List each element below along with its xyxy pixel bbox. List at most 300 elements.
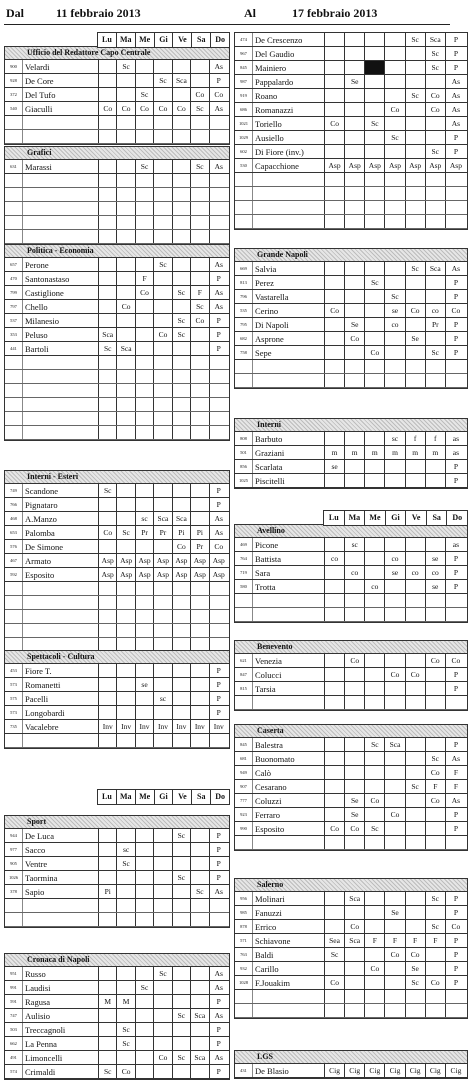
day-cell-sa: m [426, 446, 446, 459]
staff-name: Longobardi [23, 706, 99, 719]
day-cell-do: P [453, 978, 458, 987]
staff-name: Sapio [23, 885, 99, 898]
day-cell-do: P [453, 554, 458, 563]
day-cell-do: P [453, 824, 458, 833]
blank-cell [325, 594, 345, 607]
blank-cell [210, 230, 228, 243]
day-cell-sa [426, 906, 446, 919]
blank-cell [210, 899, 228, 912]
section-title: Interni [235, 419, 467, 432]
staff-number: 453 [5, 664, 23, 677]
blank-name [23, 734, 99, 747]
staff-name: Cerino [253, 304, 325, 317]
staff-name: Giaculli [23, 102, 99, 115]
day-header-ma: Ma [344, 511, 365, 525]
section-title: Ufficio del Redattore Capo Centrale [5, 47, 229, 60]
blank-cell [345, 594, 365, 607]
staff-number: 535 [235, 304, 253, 317]
staff-number: 777 [235, 794, 253, 807]
day-cell-gi [385, 766, 405, 779]
staff-row [5, 526, 229, 540]
day-cell-ve: Pi [173, 526, 191, 539]
day-cell-gi [154, 272, 172, 285]
blank-cell [345, 608, 365, 621]
blank-row [5, 596, 229, 610]
day-cell-ve [173, 1023, 191, 1036]
staff-name: Del Tufo [23, 88, 99, 101]
blank-name [253, 374, 325, 387]
blank-cell [99, 624, 117, 637]
blank-cell [426, 696, 446, 709]
day-cell-ma [345, 262, 365, 275]
dal-date: 11 febbraio 2013 [56, 6, 141, 20]
staff-number: 987 [235, 75, 253, 88]
day-cell-do: As [451, 796, 461, 805]
blank-cell [406, 1004, 426, 1017]
blank-number [5, 426, 23, 439]
day-cell-lu: Asp [325, 159, 345, 172]
blank-cell [117, 398, 135, 411]
staff-number: 681 [235, 752, 253, 765]
day-cell-me [365, 766, 385, 779]
day-cell-ma [117, 1051, 135, 1064]
staff-number: 491 [5, 1051, 23, 1064]
day-cell-sa [191, 871, 209, 884]
blank-number [5, 610, 23, 623]
day-cell-do: P [216, 873, 221, 882]
day-cell-ma [345, 117, 365, 130]
blank-cell [117, 230, 135, 243]
staff-row [5, 981, 229, 995]
day-cell-sa: F [191, 286, 209, 299]
blank-cell [191, 202, 209, 215]
blank-name [23, 216, 99, 229]
day-cell-do: Cig [450, 1066, 462, 1075]
blank-cell [406, 173, 426, 186]
day-cell-me [365, 892, 385, 905]
day-cell-ma [117, 664, 135, 677]
staff-number: 537 [5, 314, 23, 327]
day-cell-sa [191, 258, 209, 271]
blank-cell [136, 624, 154, 637]
day-cell-lu [99, 1051, 117, 1064]
day-cell-me [365, 948, 385, 961]
day-cell-lu: Co [99, 526, 117, 539]
day-cell-ve: Inv [173, 720, 191, 733]
day-cell-ve: Cig [406, 1064, 426, 1077]
staff-number: 813 [235, 276, 253, 289]
section-title: Sport [5, 816, 229, 829]
day-cell-lu [325, 61, 345, 74]
blank-cell [345, 696, 365, 709]
staff-row [235, 117, 467, 131]
day-cell-lu [99, 160, 117, 173]
day-cell-sa [191, 981, 209, 994]
section-title: Caserta [235, 725, 467, 738]
day-cell-do: P [216, 680, 221, 689]
day-cell-sa [426, 332, 446, 345]
day-cell-sa [191, 1023, 209, 1036]
blank-cell [406, 594, 426, 607]
day-cell-gi [154, 995, 172, 1008]
day-cell-do: As [451, 264, 461, 273]
day-cell-me [136, 314, 154, 327]
blank-row [5, 130, 229, 144]
staff-row [235, 346, 467, 360]
blank-cell [154, 116, 172, 129]
blank-cell [426, 1004, 446, 1017]
staff-number: 571 [235, 934, 253, 947]
day-cell-gi: sc [385, 432, 405, 445]
day-cell-me: Sc [365, 117, 385, 130]
day-cell-gi: Sca [154, 512, 172, 525]
day-cell-lu [325, 332, 345, 345]
day-cell-ve [173, 88, 191, 101]
blank-row [235, 608, 467, 622]
staff-number: 1029 [235, 131, 253, 144]
day-cell-do: P [453, 292, 458, 301]
day-cell-ve [173, 981, 191, 994]
day-cell-gi [385, 654, 405, 667]
staff-number: 469 [235, 538, 253, 551]
blank-cell [191, 582, 209, 595]
blank-cell [406, 608, 426, 621]
staff-number: 378 [5, 885, 23, 898]
staff-row [5, 1009, 229, 1023]
day-cell-me: Asp [365, 159, 385, 172]
staff-row [235, 432, 467, 446]
staff-name: Ausiello [253, 131, 325, 144]
day-cell-ma [117, 74, 135, 87]
blank-cell [173, 174, 191, 187]
day-header-gi: Gi [385, 511, 406, 525]
staff-number: 900 [5, 60, 23, 73]
day-cell-lu [325, 276, 345, 289]
day-cell-ve: Sc [406, 33, 426, 46]
day-cell-gi [154, 160, 172, 173]
day-cell-ve [173, 498, 191, 511]
blank-cell [173, 610, 191, 623]
section-right-7 [234, 1050, 468, 1079]
staff-row [235, 892, 467, 906]
day-cell-gi [385, 145, 405, 158]
day-cell-lu [99, 1009, 117, 1022]
day-cell-sa: Co [426, 794, 446, 807]
blank-number [5, 734, 23, 747]
staff-row [235, 89, 467, 103]
day-header-ve: Ve [405, 511, 426, 525]
day-cell-me [136, 60, 154, 73]
day-cell-sa [191, 829, 209, 842]
blank-cell [365, 594, 385, 607]
staff-name: Ferraro [253, 808, 325, 821]
day-cell-gi: Sc [385, 131, 405, 144]
blank-cell [325, 696, 345, 709]
staff-name: Taormina [23, 871, 99, 884]
blank-number [5, 188, 23, 201]
day-cell-ve [406, 738, 426, 751]
blank-cell [173, 734, 191, 747]
staff-number: 540 [5, 102, 23, 115]
day-cell-sa [191, 60, 209, 73]
day-cell-ve [406, 276, 426, 289]
staff-name: Sara [253, 566, 325, 579]
staff-name: Errico [253, 920, 325, 933]
staff-number: 951 [5, 967, 23, 980]
blank-name [23, 610, 99, 623]
day-cell-sa: Sc [191, 102, 209, 115]
day-cell-ma [345, 460, 365, 473]
blank-cell [365, 1004, 385, 1017]
day-cell-me: sc [136, 512, 154, 525]
blank-cell [406, 360, 426, 373]
blank-cell [365, 696, 385, 709]
day-cell-ma [345, 976, 365, 989]
day-cell-sa [426, 822, 446, 835]
blank-cell [136, 913, 154, 926]
day-header-ma: Ma [116, 33, 135, 47]
day-cell-ve [406, 145, 426, 158]
section-right-0 [234, 32, 468, 230]
day-cell-sa: Sc [426, 892, 446, 905]
blank-cell [173, 188, 191, 201]
day-cell-lu [325, 682, 345, 695]
day-cell-sa: F [426, 934, 446, 947]
blank-cell [173, 596, 191, 609]
day-cell-ma: co [345, 566, 365, 579]
section-right-1 [234, 248, 468, 389]
blank-cell [173, 370, 191, 383]
day-cell-me: Cig [365, 1064, 385, 1077]
blank-cell [117, 899, 135, 912]
staff-row [5, 258, 229, 272]
day-cell-do: As [214, 1011, 223, 1020]
staff-number: 1021 [235, 117, 253, 130]
staff-number: 923 [235, 808, 253, 821]
day-cell-gi [154, 300, 172, 313]
day-cell-ve: Sca [173, 74, 191, 87]
blank-cell [446, 608, 466, 621]
blank-name [253, 836, 325, 849]
blank-cell [325, 836, 345, 849]
blank-cell [99, 116, 117, 129]
blank-cell [99, 174, 117, 187]
day-cell-ma [345, 948, 365, 961]
day-cell-me [365, 780, 385, 793]
day-cell-ve [406, 906, 426, 919]
day-cell-do: F [453, 782, 458, 791]
blank-cell [191, 426, 209, 439]
blank-cell [154, 610, 172, 623]
day-cell-me [365, 920, 385, 933]
day-cell-sa: Sc [191, 300, 209, 313]
blank-row [5, 116, 229, 130]
day-cell-lu [325, 318, 345, 331]
staff-name: Trotta [253, 580, 325, 593]
blank-cell [99, 230, 117, 243]
day-cell-ve [406, 682, 426, 695]
day-cell-me: Co [136, 286, 154, 299]
staff-name: Coluzzi [253, 794, 325, 807]
day-cell-ma: sc [345, 538, 365, 551]
blank-number [235, 360, 253, 373]
day-cell-ma: Co [117, 1065, 135, 1078]
day-cell-gi [385, 580, 405, 593]
staff-name: Picone [253, 538, 325, 551]
day-cell-sa: Cig [426, 1064, 446, 1077]
blank-cell [136, 188, 154, 201]
blank-cell [210, 116, 228, 129]
staff-row [235, 668, 467, 682]
blank-number [5, 899, 23, 912]
staff-number: 919 [235, 89, 253, 102]
blank-cell [446, 360, 466, 373]
day-cell-me [136, 1065, 154, 1078]
day-cell-me [136, 885, 154, 898]
day-cell-ma: Sca [117, 342, 135, 355]
blank-cell [99, 384, 117, 397]
blank-cell [365, 608, 385, 621]
blank-name [253, 187, 325, 200]
staff-row [235, 47, 467, 61]
staff-number: 799 [5, 286, 23, 299]
blank-cell [325, 990, 345, 1003]
blank-name [23, 202, 99, 215]
day-cell-me [365, 808, 385, 821]
day-cell-do: Co [451, 922, 461, 931]
day-header-lu: Lu [102, 35, 112, 44]
blank-number [235, 990, 253, 1003]
staff-number: 845 [235, 738, 253, 751]
blank-row [235, 173, 467, 187]
day-cell-ve [173, 967, 191, 980]
day-cell-me [365, 552, 385, 565]
day-cell-ma [117, 286, 135, 299]
blank-cell [191, 370, 209, 383]
day-cell-ma [345, 780, 365, 793]
day-cell-ve [406, 822, 426, 835]
blank-cell [154, 426, 172, 439]
day-cell-me [365, 654, 385, 667]
staff-row [5, 272, 229, 286]
day-cell-gi: sc [154, 692, 172, 705]
day-cell-ma [345, 474, 365, 487]
section-left-1 [4, 146, 230, 245]
day-cell-me [136, 829, 154, 842]
day-cell-ma: Se [345, 808, 365, 821]
blank-number [235, 836, 253, 849]
day-cell-do: P [453, 334, 458, 343]
day-cell-lu [99, 258, 117, 271]
day-cell-ve [173, 300, 191, 313]
day-cell-me: Inv [136, 720, 154, 733]
day-cell-gi [154, 843, 172, 856]
day-cell-ve [173, 272, 191, 285]
day-cell-me: F [365, 934, 385, 947]
staff-name: Balestra [253, 738, 325, 751]
staff-name: Crimaldi [23, 1065, 99, 1078]
staff-name: Milanesio [23, 314, 99, 327]
day-cell-sa [426, 538, 446, 551]
day-cell-me: se [136, 678, 154, 691]
blank-cell [136, 216, 154, 229]
day-cell-lu [325, 262, 345, 275]
day-cell-ma [117, 328, 135, 341]
blank-number [235, 374, 253, 387]
day-cell-ma [345, 906, 365, 919]
day-cell-ma [345, 346, 365, 359]
section-right-5 [234, 724, 468, 851]
day-cell-lu [99, 981, 117, 994]
day-cell-do: P [453, 964, 458, 973]
staff-row [5, 160, 229, 174]
day-cell-ma [117, 829, 135, 842]
blank-cell [136, 899, 154, 912]
day-cell-do: P [453, 670, 458, 679]
blank-cell [191, 596, 209, 609]
staff-name: Esposito [23, 568, 99, 581]
day-cell-do: Inv [213, 722, 224, 731]
day-cell-gi [154, 981, 172, 994]
day-cell-ma [345, 276, 365, 289]
day-cell-ve: Co [173, 102, 191, 115]
staff-name: Molinari [253, 892, 325, 905]
staff-name: Buonomato [253, 752, 325, 765]
day-cell-ve: co [406, 566, 426, 579]
staff-row [5, 857, 229, 871]
day-cell-gi: se [385, 566, 405, 579]
blank-number [235, 187, 253, 200]
blank-cell [154, 356, 172, 369]
day-cell-ma [345, 432, 365, 445]
staff-number: 928 [5, 74, 23, 87]
blank-number [5, 216, 23, 229]
day-cell-do: P [453, 462, 458, 471]
day-cell-gi: co [385, 552, 405, 565]
blank-number [5, 913, 23, 926]
blank-cell [210, 384, 228, 397]
day-header-ve: Ve [172, 33, 191, 47]
al-date: 17 febbraio 2013 [292, 6, 378, 20]
staff-row [5, 692, 229, 706]
blank-cell [210, 398, 228, 411]
blank-cell [117, 116, 135, 129]
day-cell-lu [325, 654, 345, 667]
day-cell-sa: Co [426, 766, 446, 779]
day-cell-ve: Sc [173, 286, 191, 299]
blank-cell [136, 734, 154, 747]
staff-number: 372 [5, 88, 23, 101]
day-cell-ve: Asp [173, 554, 191, 567]
day-cell-ve: Sc [406, 976, 426, 989]
day-cell-ma: Co [345, 920, 365, 933]
blank-cell [99, 130, 117, 143]
day-cell-gi [385, 61, 405, 74]
day-cell-gi: F [385, 934, 405, 947]
day-cell-ve [406, 75, 426, 88]
blank-cell [173, 412, 191, 425]
blank-cell [385, 187, 405, 200]
staff-name: De Core [23, 74, 99, 87]
staff-number: 985 [235, 906, 253, 919]
staff-row [235, 822, 467, 836]
staff-number: 1025 [235, 474, 253, 487]
day-cell-me [365, 103, 385, 116]
staff-number: 1028 [235, 976, 253, 989]
day-cell-sa [191, 692, 209, 705]
blank-cell [117, 356, 135, 369]
section-title: Grafici [5, 147, 229, 160]
